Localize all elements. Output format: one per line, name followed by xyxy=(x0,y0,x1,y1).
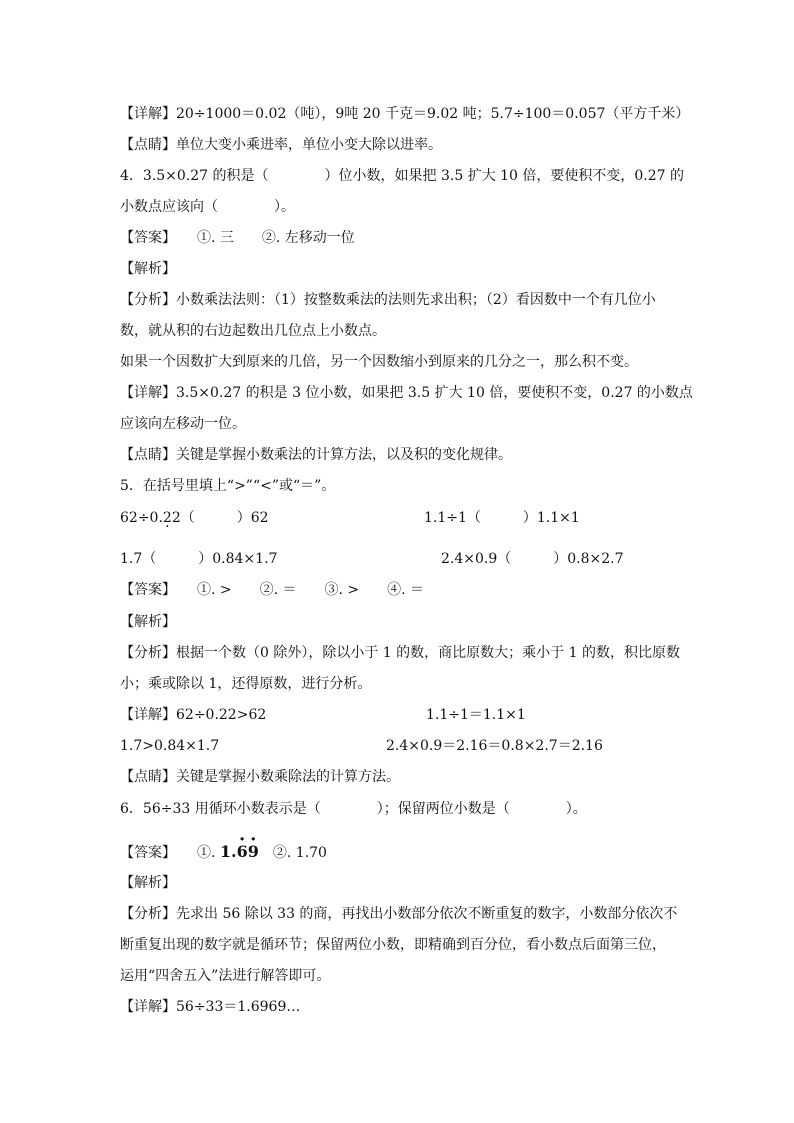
question-6-analysis-1: 【分析】先求出 56 除以 33 的商，再找出小数部分依次不断重复的数字，小数部分依次不 xyxy=(120,906,678,922)
question-6-analysis-3: 运用“四舍五入”法进行解答即可。 xyxy=(120,968,331,984)
answer-label: 【答案】 ①. xyxy=(120,845,220,861)
question-6-analysis-heading: 【解析】 xyxy=(120,875,176,891)
key-point-line: 【点睛】单位大变小乘进率，单位小变大除以进率。 xyxy=(120,137,442,153)
question-5-answer: 【答案】 ①. > ②. ＝ ③. > ④. ＝ xyxy=(120,582,425,598)
repeating-digit-1: · 6 xyxy=(237,842,248,862)
question-5-detail-2a: 1.7>0.84×1.7 xyxy=(120,738,220,754)
question-6-analysis-2: 断重复出现的数字就是循环节；保留两位小数，即精确到百分位，看小数点后面第三位， xyxy=(120,937,666,953)
question-4-detail-2: 应该向左移动一位。 xyxy=(120,416,246,432)
question-5-analysis-1: 【分析】根据一个数（0 除外），除以小于 1 的数，商比原数大；乘小于 1 的数，积比原数 xyxy=(120,645,680,661)
question-5-item-4: 2.4×0.9（ ）0.8×2.7 xyxy=(441,551,624,567)
item-1-post: 2（ ）62 xyxy=(171,510,269,526)
question-6-answer xyxy=(120,842,327,863)
question-5-detail-1a: 【详解】62÷0.22>62 xyxy=(120,707,267,723)
repeating-decimal xyxy=(220,842,259,862)
question-5-item-2: 1.1÷1（ ）1.1×1 xyxy=(424,510,580,526)
question-5-analysis-2: 小；乘或除以 1，还得原数，进行分析。 xyxy=(120,676,372,692)
answer-2: ②. 1.70 xyxy=(258,845,327,861)
detail-line: 【详解】20÷1000＝0.02（吨），9吨 20 千克＝9.02 吨；5.7÷100＝0.057（平方千米） xyxy=(120,106,690,122)
question-4-analysis-2: 数，就从积的右边起数出几位点上小数点。 xyxy=(120,323,386,339)
question-4-analysis-3: 如果一个因数扩大到原来的几倍，另一个因数缩小到原来的几分之一，那么积不变。 xyxy=(120,354,638,370)
question-5-analysis-heading: 【解析】 xyxy=(120,614,176,630)
item-1-pre: 62÷0. xyxy=(120,510,163,526)
question-4-answer: 【答案】 ①. 三 ②. 左移动一位 xyxy=(120,230,355,246)
question-6-detail: 【详解】56÷33＝1.6969… xyxy=(120,999,301,1015)
question-4-analysis-1: 【分析】小数乘法法则：（1）按整数乘法的法则先求出积；（2）看因数中一个有几位小 xyxy=(120,292,656,308)
question-4-line-2: 小数点应该向（ ）。 xyxy=(120,199,295,215)
question-5-detail-2b: 2.4×0.9＝2.16＝0.8×2.7＝2.16 xyxy=(386,738,603,754)
question-4-detail-1: 【详解】3.5×0.27 的积是 3 位小数，如果把 3.5 扩大 10 倍，要使积不变，0.27 的小数点 xyxy=(120,385,693,401)
question-4-line-1: 4．3.5×0.27 的积是（ ）位小数，如果把 3.5 扩大 10 倍，要使积不变，0.27 的 xyxy=(120,168,685,184)
repeating-decimal-int: 1. xyxy=(219,842,237,861)
question-5-key-point: 【点睛】关键是掌握小数乘除法的计算方法。 xyxy=(120,769,400,785)
question-4-analysis-heading: 【解析】 xyxy=(120,261,176,277)
question-5-item-3: 1.7（ ）0.84×1.7 xyxy=(120,551,278,567)
question-4-key-point: 【点睛】关键是掌握小数乘法的计算方法，以及积的变化规律。 xyxy=(120,447,512,463)
question-5-detail-1b: 1.1÷1＝1.1×1 xyxy=(426,707,526,723)
repeating-digit-2: · 9 xyxy=(248,842,259,862)
question-6-prompt: 6．56÷33 用循环小数表示是（ ）；保留两位小数是（ ）。 xyxy=(120,801,587,817)
question-5-item-1 xyxy=(120,508,269,528)
item-1-repeating-digit: 2 · xyxy=(163,508,172,528)
question-5-prompt: 5．在括号里填上“>”“<”或“＝”。 xyxy=(120,478,336,494)
